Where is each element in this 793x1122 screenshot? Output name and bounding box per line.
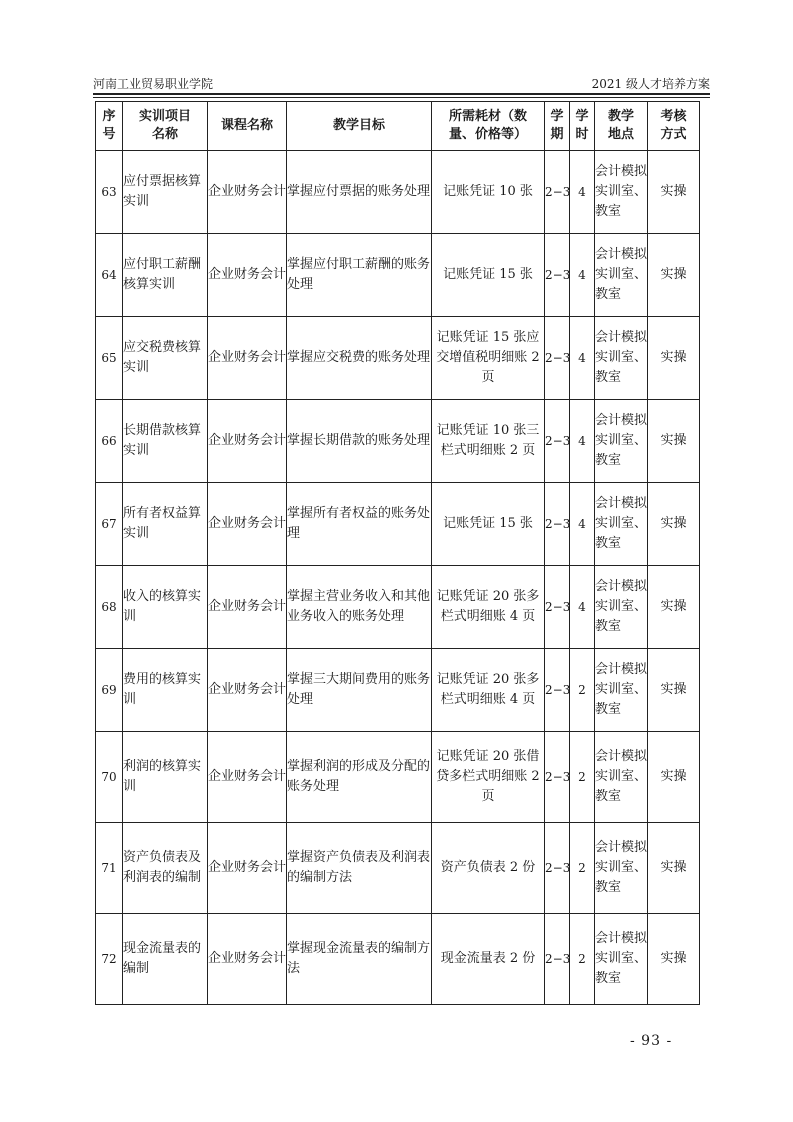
row-hours: 4 bbox=[570, 317, 595, 400]
row-project: 长期借款核算实训 bbox=[123, 400, 208, 483]
header-rule-thick bbox=[93, 93, 710, 95]
row-materials: 现金流量表 2 份 bbox=[432, 914, 545, 1005]
table-row bbox=[96, 566, 700, 649]
row-assess: 实操 bbox=[648, 823, 700, 914]
row-assess: 实操 bbox=[648, 317, 700, 400]
row-project: 应付票据核算实训 bbox=[123, 151, 208, 234]
row-materials: 记账凭证 20 张多栏式明细账 4 页 bbox=[432, 649, 545, 732]
row-materials: 记账凭证 15 张 bbox=[432, 483, 545, 566]
table-row bbox=[96, 823, 700, 914]
row-course: 企业财务会计 bbox=[208, 732, 287, 823]
row-goal: 掌握资产负债表及利润表的编制方法 bbox=[287, 823, 432, 914]
table-row bbox=[96, 483, 700, 566]
col-header-materials: 所需耗材（数量、价格等） bbox=[432, 102, 545, 151]
table-row bbox=[96, 732, 700, 823]
table-header-row bbox=[96, 102, 700, 151]
row-no: 69 bbox=[96, 649, 123, 732]
row-term: 2−3 bbox=[545, 914, 570, 1005]
row-hours: 4 bbox=[570, 483, 595, 566]
school-name: 河南工业贸易职业学院 bbox=[93, 77, 214, 91]
row-location: 会计模拟实训室、教室 bbox=[595, 234, 648, 317]
row-hours: 2 bbox=[570, 732, 595, 823]
row-term: 2−3 bbox=[545, 566, 570, 649]
row-location: 会计模拟实训室、教室 bbox=[595, 151, 648, 234]
row-term: 2−3 bbox=[545, 400, 570, 483]
row-goal: 掌握应交税费的账务处理 bbox=[287, 317, 432, 400]
row-term: 2−3 bbox=[545, 732, 570, 823]
col-header-goal: 教学目标 bbox=[287, 102, 432, 151]
row-term: 2−3 bbox=[545, 483, 570, 566]
row-assess: 实操 bbox=[648, 483, 700, 566]
row-term: 2−3 bbox=[545, 151, 570, 234]
row-hours: 4 bbox=[570, 566, 595, 649]
row-no: 64 bbox=[96, 234, 123, 317]
row-project: 所有者权益算实训 bbox=[123, 483, 208, 566]
row-project: 应交税费核算实训 bbox=[123, 317, 208, 400]
training-table bbox=[95, 101, 700, 1005]
row-goal: 掌握应付票据的账务处理 bbox=[287, 151, 432, 234]
row-location: 会计模拟实训室、教室 bbox=[595, 566, 648, 649]
col-header-hours: 学时 bbox=[570, 102, 595, 151]
table-row bbox=[96, 914, 700, 1005]
page-header bbox=[93, 76, 710, 94]
header-rule-thin bbox=[93, 97, 710, 98]
row-no: 65 bbox=[96, 317, 123, 400]
row-hours: 2 bbox=[570, 914, 595, 1005]
page-number: - 93 - bbox=[630, 1033, 673, 1049]
row-materials: 记账凭证 10 张三栏式明细账 2 页 bbox=[432, 400, 545, 483]
row-no: 70 bbox=[96, 732, 123, 823]
row-materials: 记账凭证 15 张 bbox=[432, 234, 545, 317]
table-row bbox=[96, 234, 700, 317]
row-term: 2−3 bbox=[545, 317, 570, 400]
row-location: 会计模拟实训室、教室 bbox=[595, 732, 648, 823]
row-no: 71 bbox=[96, 823, 123, 914]
col-header-assess: 考核方式 bbox=[648, 102, 700, 151]
row-goal: 掌握所有者权益的账务处理 bbox=[287, 483, 432, 566]
row-assess: 实操 bbox=[648, 400, 700, 483]
col-header-term: 学期 bbox=[545, 102, 570, 151]
row-goal: 掌握应付职工薪酬的账务处理 bbox=[287, 234, 432, 317]
row-course: 企业财务会计 bbox=[208, 151, 287, 234]
row-location: 会计模拟实训室、教室 bbox=[595, 914, 648, 1005]
row-hours: 4 bbox=[570, 400, 595, 483]
table-row bbox=[96, 400, 700, 483]
col-header-course: 课程名称 bbox=[208, 102, 287, 151]
row-assess: 实操 bbox=[648, 732, 700, 823]
row-hours: 2 bbox=[570, 649, 595, 732]
row-no: 67 bbox=[96, 483, 123, 566]
row-project: 资产负债表及利润表的编制 bbox=[123, 823, 208, 914]
table-row bbox=[96, 317, 700, 400]
row-assess: 实操 bbox=[648, 234, 700, 317]
row-term: 2−3 bbox=[545, 649, 570, 732]
row-assess: 实操 bbox=[648, 914, 700, 1005]
plan-title: 2021 级人才培养方案 bbox=[591, 77, 710, 91]
col-header-location: 教学地点 bbox=[595, 102, 648, 151]
row-course: 企业财务会计 bbox=[208, 566, 287, 649]
row-location: 会计模拟实训室、教室 bbox=[595, 317, 648, 400]
row-project: 费用的核算实训 bbox=[123, 649, 208, 732]
row-goal: 掌握长期借款的账务处理 bbox=[287, 400, 432, 483]
row-term: 2−3 bbox=[545, 823, 570, 914]
row-location: 会计模拟实训室、教室 bbox=[595, 649, 648, 732]
col-header-project: 实训项目名称 bbox=[123, 102, 208, 151]
row-goal: 掌握利润的形成及分配的账务处理 bbox=[287, 732, 432, 823]
row-term: 2−3 bbox=[545, 234, 570, 317]
row-course: 企业财务会计 bbox=[208, 483, 287, 566]
row-no: 72 bbox=[96, 914, 123, 1005]
row-no: 68 bbox=[96, 566, 123, 649]
row-assess: 实操 bbox=[648, 566, 700, 649]
row-no: 66 bbox=[96, 400, 123, 483]
row-materials: 资产负债表 2 份 bbox=[432, 823, 545, 914]
row-course: 企业财务会计 bbox=[208, 400, 287, 483]
row-project: 应付职工薪酬核算实训 bbox=[123, 234, 208, 317]
row-hours: 4 bbox=[570, 151, 595, 234]
table-row bbox=[96, 649, 700, 732]
row-course: 企业财务会计 bbox=[208, 317, 287, 400]
row-no: 63 bbox=[96, 151, 123, 234]
row-location: 会计模拟实训室、教室 bbox=[595, 400, 648, 483]
row-goal: 掌握主营业务收入和其他业务收入的账务处理 bbox=[287, 566, 432, 649]
row-assess: 实操 bbox=[648, 649, 700, 732]
row-location: 会计模拟实训室、教室 bbox=[595, 483, 648, 566]
row-assess: 实操 bbox=[648, 151, 700, 234]
row-project: 利润的核算实训 bbox=[123, 732, 208, 823]
row-goal: 掌握现金流量表的编制方法 bbox=[287, 914, 432, 1005]
row-goal: 掌握三大期间费用的账务处理 bbox=[287, 649, 432, 732]
row-hours: 2 bbox=[570, 823, 595, 914]
row-course: 企业财务会计 bbox=[208, 234, 287, 317]
row-project: 收入的核算实训 bbox=[123, 566, 208, 649]
row-course: 企业财务会计 bbox=[208, 649, 287, 732]
row-materials: 记账凭证 10 张 bbox=[432, 151, 545, 234]
row-materials: 记账凭证 20 张借贷多栏式明细账 2 页 bbox=[432, 732, 545, 823]
row-materials: 记账凭证 15 张应交增值税明细账 2 页 bbox=[432, 317, 545, 400]
col-header-no: 序号 bbox=[96, 102, 123, 151]
row-hours: 4 bbox=[570, 234, 595, 317]
row-location: 会计模拟实训室、教室 bbox=[595, 823, 648, 914]
row-project: 现金流量表的编制 bbox=[123, 914, 208, 1005]
table-row bbox=[96, 151, 700, 234]
row-course: 企业财务会计 bbox=[208, 914, 287, 1005]
row-course: 企业财务会计 bbox=[208, 823, 287, 914]
row-materials: 记账凭证 20 张多栏式明细账 4 页 bbox=[432, 566, 545, 649]
